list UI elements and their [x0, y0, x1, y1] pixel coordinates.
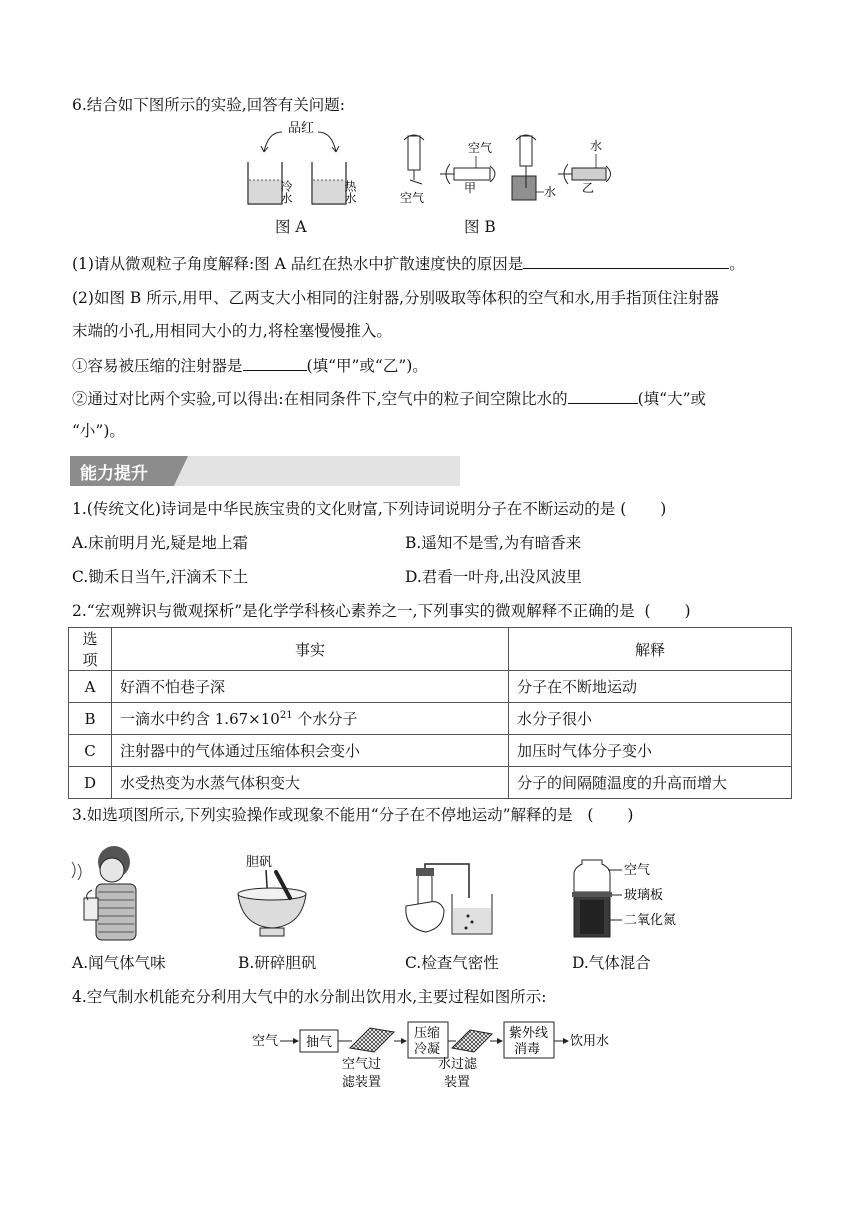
- row-explain: 加压时气体分子变小: [509, 735, 792, 767]
- q1-option-c[interactable]: C.锄禾日当午,汗滴禾下土: [72, 568, 249, 586]
- q6-sub2-hint: (填“大”或: [637, 390, 706, 408]
- q1-stem-text: 1.(传统文化)诗词是中华民族宝贵的文化财富,下列诗词说明分子在不断运动的是 (: [72, 500, 627, 518]
- q2-stem: [72, 600, 691, 622]
- table-row: [69, 735, 792, 767]
- row-option: D: [69, 767, 112, 799]
- q4-stem: 4.空气制水机能充分利用大气中的水分制出饮用水,主要过程如图所示:: [72, 988, 547, 1006]
- answer-blank[interactable]: [568, 387, 638, 404]
- flow-air: 空气: [252, 1034, 279, 1049]
- q3-option-b[interactable]: B.研碎胆矾: [238, 954, 317, 972]
- table-row: [69, 767, 792, 799]
- flow-filter2-l1: 水过滤: [438, 1057, 478, 1072]
- fig-b-air-label: 空气: [400, 191, 425, 205]
- q2-table: [68, 627, 792, 799]
- q3-stem: [72, 804, 633, 826]
- flow-uv-l2: 消毒: [514, 1042, 541, 1057]
- q1-stem: [72, 498, 666, 520]
- q2-paren-open: (: [644, 602, 651, 620]
- fig-glass-label: 玻璃板: [624, 888, 664, 903]
- q6-part1-end: 。: [729, 255, 745, 273]
- table-row: [69, 703, 792, 735]
- flow-air-filter-icon: [350, 1028, 394, 1052]
- q2-paren-close: ): [684, 602, 691, 620]
- flow-compress-l1: 压缩: [414, 1026, 441, 1041]
- fig-b-caption: 图 B: [464, 218, 496, 236]
- q6-part2-line1: (2)如图 B 所示,用甲、乙两支大小相同的注射器,分别吸取等体积的空气和水,用手指顶住注射器: [72, 289, 719, 307]
- q3-paren-close: ): [627, 806, 634, 824]
- header-fact: 事实: [112, 628, 509, 671]
- answer-blank[interactable]: [243, 354, 307, 371]
- syringe-air-vertical: [404, 135, 424, 184]
- q3-paren-open: (: [587, 806, 594, 824]
- fig-gas-mixing: [572, 852, 688, 944]
- q6-part1-text: (1)请从微观粒子角度解释:图 A 品红在热水中扩散速度快的原因是: [72, 255, 524, 273]
- row-option: C: [69, 735, 112, 767]
- q6-sub1-hint: (填“甲”或“乙”)。: [306, 357, 428, 375]
- fig-alum-label: 胆矾: [246, 855, 273, 870]
- table-header-row: [69, 628, 792, 671]
- fig-airtightness: [402, 858, 500, 942]
- q6-sub1-text: ①容易被压缩的注射器是: [72, 357, 243, 375]
- fig-no2-label: 二氧化氮: [624, 913, 677, 928]
- syringe-water-beaker: [512, 135, 536, 200]
- fig-b-air2-label: 空气: [468, 141, 493, 155]
- section-banner: [70, 456, 460, 486]
- fig-b-water-label: 水: [544, 185, 557, 199]
- q1-option-d[interactable]: D.君看一叶舟,出没风波里: [405, 568, 582, 586]
- row-fact-exponent: 21: [279, 710, 293, 721]
- q6-part2-line2: 末端的小孔,用相同大小的力,将栓塞慢慢推入。: [72, 322, 392, 340]
- row-fact: 水受热变为水蒸气体积变大: [112, 767, 509, 799]
- fig-grind-alum: [232, 850, 312, 942]
- section-title: 能力提升: [80, 464, 148, 484]
- beaker-cold: [248, 162, 282, 204]
- q3-option-d[interactable]: D.气体混合: [572, 954, 651, 972]
- fig-b-water2-label: 水: [590, 139, 603, 153]
- flow-pump: 抽气: [306, 1035, 333, 1050]
- fig-a-caption: 图 A: [275, 218, 307, 236]
- fig-a-hot-label: 热水: [343, 180, 357, 204]
- q1-option-a[interactable]: A.床前明月光,疑是地上霜: [72, 534, 249, 552]
- fig-b-yi-label: 乙: [582, 181, 595, 195]
- fig-a-dye-label: 品红: [288, 121, 315, 136]
- fig-a-cold-label: 冷水: [279, 180, 293, 204]
- flow-filter2-l2: 装置: [444, 1075, 471, 1090]
- figure-b: [398, 128, 616, 214]
- flow-uv-l1: 紫外线: [509, 1026, 549, 1041]
- flow-compress-l2: 冷凝: [414, 1042, 441, 1057]
- q6-part1: [72, 252, 745, 275]
- row-fact: 好酒不怕巷子深: [112, 671, 509, 703]
- fig-smell-gas: [68, 840, 158, 944]
- fig-b-jia-label: 甲: [464, 181, 477, 195]
- q2-stem-text: 2.“宏观辨识与微观探析”是化学学科核心素养之一,下列事实的微观解释不正确的是: [72, 602, 635, 620]
- q4-flow-diagram: [252, 1018, 612, 1098]
- row-explain: 水分子很小: [509, 703, 792, 735]
- q3-option-a[interactable]: A.闻气体气味: [72, 954, 166, 972]
- header-explain: 解释: [509, 628, 792, 671]
- flow-filter1-l1: 空气过: [342, 1057, 382, 1072]
- row-fact: [112, 703, 509, 735]
- figure-a: [238, 118, 373, 214]
- q6-sub2-text: ②通过对比两个实验,可以得出:在相同条件下,空气中的粒子间空隙比水的: [72, 390, 568, 408]
- table-row: [69, 671, 792, 703]
- beaker-hot: [312, 162, 346, 204]
- row-explain: 分子在不断地运动: [509, 671, 792, 703]
- q3-option-c[interactable]: C.检查气密性: [405, 954, 499, 972]
- header-option: 选项: [69, 628, 112, 671]
- q6-stem: 6.结合如下图所示的实验,回答有关问题:: [72, 96, 345, 114]
- q6-sub2-cont: “小”)。: [72, 422, 125, 440]
- q1-option-b[interactable]: B.遥知不是雪,为有暗香来: [405, 534, 582, 552]
- flow-filter1-l2: 滤装置: [342, 1075, 382, 1090]
- q6-sub1: [72, 354, 428, 377]
- q1-paren-close: ): [660, 500, 667, 518]
- q6-sub2: [72, 387, 706, 410]
- row-fact-pre: 一滴水中约含 1.67×10: [120, 710, 280, 728]
- q3-stem-text: 3.如选项图所示,下列实验操作或现象不能用“分子在不停地运动”解释的是: [72, 806, 573, 824]
- fig-air-label: 空气: [624, 863, 651, 878]
- answer-blank[interactable]: [523, 252, 729, 269]
- row-explain: 分子的间隔随温度的升高而增大: [509, 767, 792, 799]
- flow-drink: 饮用水: [570, 1034, 610, 1049]
- row-fact: 注射器中的气体通过压缩体积会变小: [112, 735, 509, 767]
- row-fact-post: 个水分子: [292, 710, 358, 728]
- flow-water-filter-icon: [452, 1030, 492, 1052]
- row-option: A: [69, 671, 112, 703]
- row-option: B: [69, 703, 112, 735]
